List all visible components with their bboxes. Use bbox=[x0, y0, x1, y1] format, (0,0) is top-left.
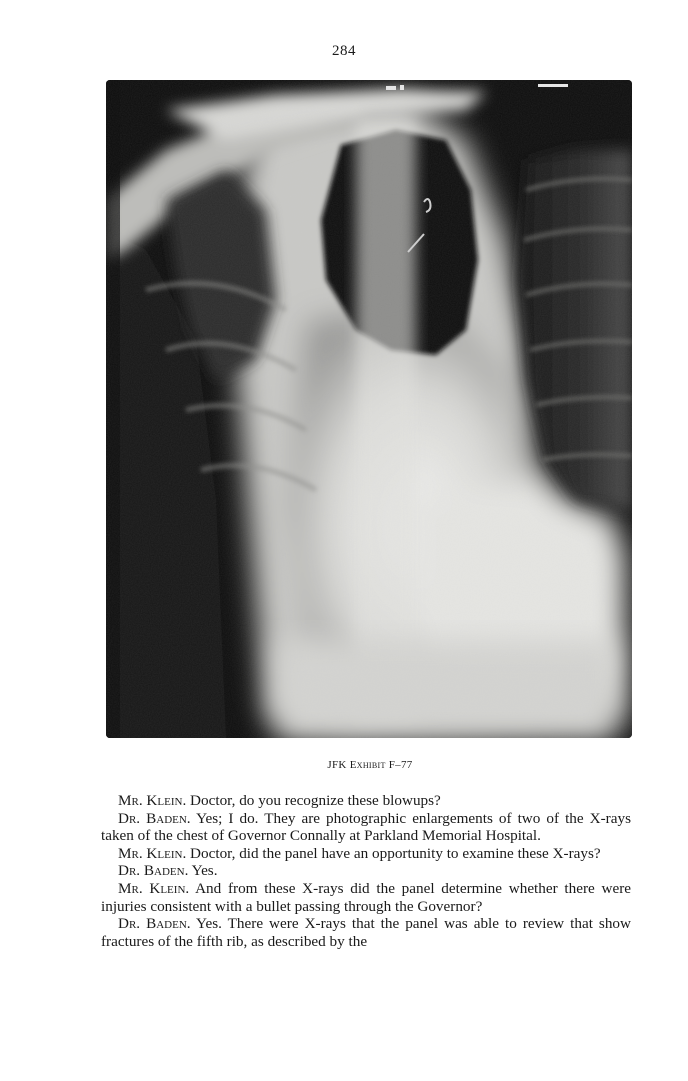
caption-prefix: JFK bbox=[327, 759, 347, 771]
chest-xray-graphic bbox=[106, 80, 632, 738]
speaker-name: Dr. Baden. bbox=[118, 862, 189, 880]
page-number: 284 bbox=[332, 43, 356, 59]
speaker-name: Dr. Baden. bbox=[118, 915, 191, 933]
transcript-paragraph bbox=[101, 915, 631, 950]
caption-number: F–77 bbox=[388, 759, 413, 771]
speaker-name: Dr. Baden. bbox=[118, 809, 191, 827]
speaker-name: Mr. Klein. bbox=[118, 844, 187, 862]
speech-text: Doctor, do you recognize these blowups? bbox=[186, 792, 441, 809]
speech-text: Yes. bbox=[188, 862, 218, 880]
transcript-paragraph bbox=[101, 792, 631, 810]
transcript-paragraph bbox=[101, 845, 631, 863]
transcript-paragraph bbox=[101, 810, 631, 845]
caption-exhibit-word: Exhibit bbox=[349, 759, 386, 771]
chest-xray-image bbox=[106, 80, 632, 738]
transcript-paragraph bbox=[101, 862, 631, 880]
transcript-paragraph bbox=[101, 880, 631, 915]
speech-text: Doctor, did the panel have an opportunity to examine these X-rays? bbox=[186, 844, 601, 862]
speaker-name: Mr. Klein. bbox=[118, 879, 190, 897]
speech-text: Yes. There were X-rays that the panel was able to review that show fractures of the fifth rib, as described by the bbox=[101, 915, 631, 950]
transcript-body bbox=[101, 792, 631, 950]
speech-text: And from these X-rays did the panel determine whether there were injuries consistent with a bullet passing through the Governor? bbox=[101, 879, 631, 915]
speech-text: Yes; I do. They are photographic enlargements of two of the X-rays taken of the chest of Governor Connally at Parkland Memorial Hospital. bbox=[101, 809, 631, 845]
speaker-name: Mr. Klein. bbox=[118, 792, 187, 809]
figure-caption bbox=[0, 759, 688, 771]
